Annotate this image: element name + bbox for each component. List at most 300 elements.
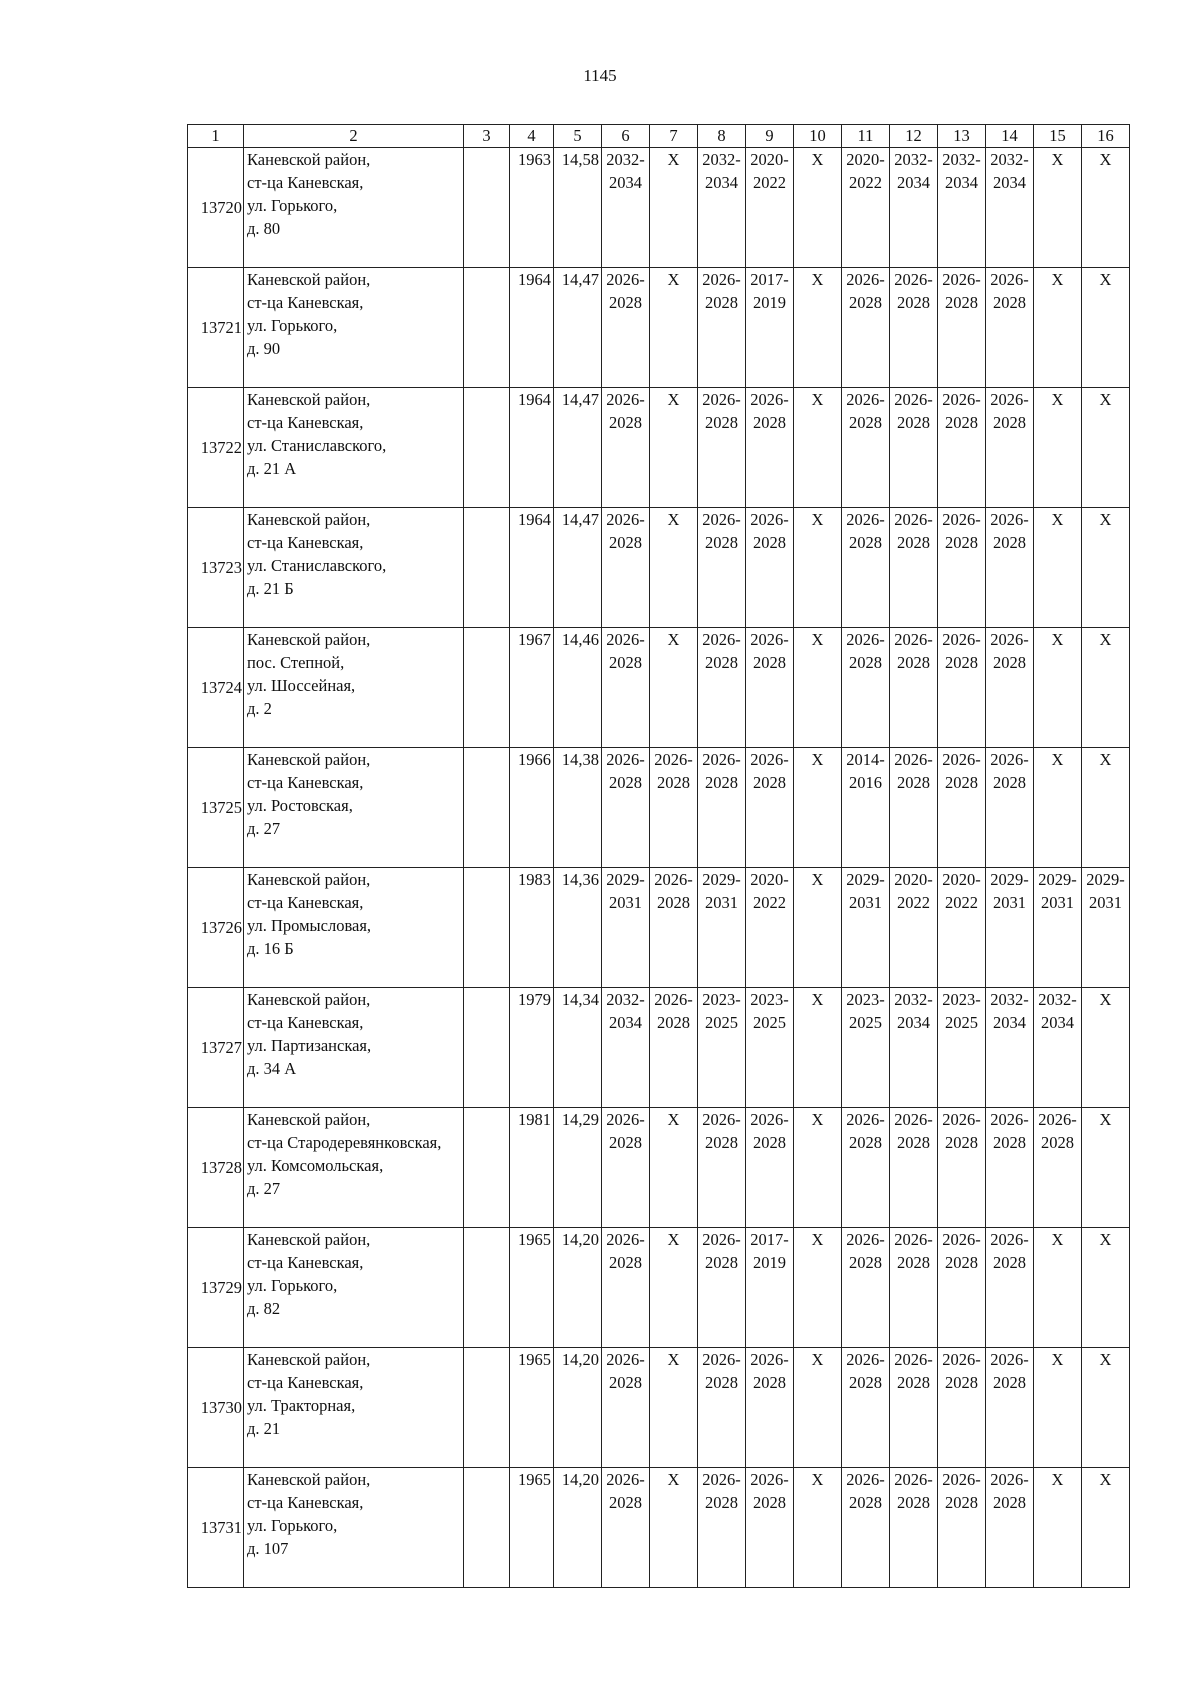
period-line: X <box>1051 390 1064 409</box>
period-line: 2028 <box>609 653 642 672</box>
row-number: 13721 <box>188 268 244 388</box>
row-number: 13730 <box>188 1348 244 1468</box>
period-line: 2028 <box>753 1133 786 1152</box>
period-line: X <box>667 270 680 289</box>
period-cell-6 <box>602 868 650 988</box>
period-cell-8 <box>698 1348 746 1468</box>
period-line: 2022 <box>753 173 786 192</box>
period-line: 2016 <box>849 773 882 792</box>
period-line: 2028 <box>849 653 882 672</box>
period-line: 2026- <box>942 510 981 529</box>
period-cell-6 <box>602 1468 650 1588</box>
period-line: 2026- <box>942 1470 981 1489</box>
address-line: д. 90 <box>247 339 281 358</box>
col-3-cell <box>464 508 510 628</box>
period-line: 2028 <box>849 1133 882 1152</box>
period-line: 2031 <box>1089 893 1122 912</box>
period-line: 2026- <box>846 1110 885 1129</box>
area-value-cell: 14,47 <box>554 508 602 628</box>
period-cell-12 <box>890 1348 938 1468</box>
period-line: 2028 <box>753 533 786 552</box>
period-cell-9 <box>746 988 794 1108</box>
period-cell-14 <box>986 148 1034 268</box>
period-cell-15 <box>1034 748 1082 868</box>
period-line: 2029- <box>702 870 741 889</box>
period-line: 2028 <box>705 1493 738 1512</box>
period-line: 2026- <box>654 990 693 1009</box>
period-cell-6 <box>602 508 650 628</box>
period-line: 2032- <box>1038 990 1077 1009</box>
column-header-9: 9 <box>746 125 794 148</box>
period-line: 2026- <box>990 1230 1029 1249</box>
period-line: 2026- <box>990 270 1029 289</box>
period-cell-16 <box>1082 868 1130 988</box>
period-line: 2026- <box>750 750 789 769</box>
period-cell-14 <box>986 1108 1034 1228</box>
period-line: 2028 <box>705 413 738 432</box>
period-cell-8 <box>698 628 746 748</box>
period-line: 2028 <box>609 1493 642 1512</box>
period-line: 2014- <box>846 750 885 769</box>
address-line: ст-ца Каневская, <box>247 893 364 912</box>
period-line: 2028 <box>705 653 738 672</box>
address-cell <box>244 1228 464 1348</box>
period-line: 2032- <box>990 150 1029 169</box>
period-line: 2028 <box>993 1133 1026 1152</box>
column-header-3: 3 <box>464 125 510 148</box>
period-cell-15 <box>1034 1348 1082 1468</box>
period-line: 2028 <box>945 1133 978 1152</box>
period-cell-16 <box>1082 748 1130 868</box>
period-line: 2022 <box>849 173 882 192</box>
period-line: 2026- <box>606 1350 645 1369</box>
period-line: 2026- <box>990 510 1029 529</box>
period-line: 2017- <box>750 1230 789 1249</box>
period-line: X <box>811 1470 824 1489</box>
period-line: X <box>1099 390 1112 409</box>
period-line: 2020- <box>942 870 981 889</box>
year-built-cell: 1965 <box>510 1468 554 1588</box>
address-line: ст-ца Каневская, <box>247 1493 364 1512</box>
period-line: 2026- <box>942 390 981 409</box>
period-line: 2026- <box>894 270 933 289</box>
period-line: 2022 <box>897 893 930 912</box>
address-line: д. 2 <box>247 699 272 718</box>
period-cell-11 <box>842 868 890 988</box>
period-line: 2029- <box>846 870 885 889</box>
period-line: 2022 <box>753 893 786 912</box>
period-cell-11 <box>842 148 890 268</box>
period-line: 2028 <box>849 533 882 552</box>
col-3-cell <box>464 388 510 508</box>
period-line: 2028 <box>945 533 978 552</box>
period-cell-13 <box>938 748 986 868</box>
period-line: X <box>811 630 824 649</box>
period-line: 2028 <box>897 1253 930 1272</box>
period-line: 2029- <box>606 870 645 889</box>
column-header-7: 7 <box>650 125 698 148</box>
row-number: 13728 <box>188 1108 244 1228</box>
period-cell-10 <box>794 1348 842 1468</box>
period-line: 2026- <box>702 750 741 769</box>
address-cell <box>244 508 464 628</box>
period-cell-7 <box>650 508 698 628</box>
period-line: 2032- <box>606 990 645 1009</box>
address-line: д. 107 <box>247 1539 289 1558</box>
period-cell-11 <box>842 1348 890 1468</box>
period-line: 2032- <box>990 990 1029 1009</box>
period-line: 2025 <box>849 1013 882 1032</box>
header-row <box>188 125 1130 148</box>
period-cell-14 <box>986 748 1034 868</box>
period-line: 2028 <box>945 293 978 312</box>
area-value-cell: 14,58 <box>554 148 602 268</box>
period-line: 2023- <box>846 990 885 1009</box>
year-built-cell: 1983 <box>510 868 554 988</box>
period-cell-13 <box>938 1228 986 1348</box>
period-line: 2028 <box>993 773 1026 792</box>
period-line: X <box>1051 150 1064 169</box>
period-line: 2026- <box>702 510 741 529</box>
period-cell-13 <box>938 508 986 628</box>
period-line: 2028 <box>897 293 930 312</box>
registry-table <box>187 124 1130 1588</box>
period-line: 2028 <box>849 1373 882 1392</box>
address-line: Каневской район, <box>247 1470 371 1489</box>
period-line: 2026- <box>894 1230 933 1249</box>
table-row <box>188 1348 1130 1468</box>
period-line: 2026- <box>750 1470 789 1489</box>
area-value-cell: 14,47 <box>554 388 602 508</box>
period-cell-15 <box>1034 1468 1082 1588</box>
address-line: д. 34 А <box>247 1059 297 1078</box>
row-number: 13725 <box>188 748 244 868</box>
period-line: 2028 <box>993 1373 1026 1392</box>
period-line: 2029- <box>990 870 1029 889</box>
period-cell-13 <box>938 268 986 388</box>
period-line: 2034 <box>609 173 642 192</box>
period-line: 2026- <box>990 1110 1029 1129</box>
period-cell-10 <box>794 1468 842 1588</box>
address-line: ул. Станиславского, <box>247 436 387 455</box>
period-line: 2028 <box>897 653 930 672</box>
col-3-cell <box>464 1468 510 1588</box>
period-cell-9 <box>746 1468 794 1588</box>
period-line: 2031 <box>849 893 882 912</box>
period-line: 2028 <box>849 1493 882 1512</box>
address-line: д. 21 Б <box>247 579 294 598</box>
period-cell-13 <box>938 628 986 748</box>
period-cell-13 <box>938 1348 986 1468</box>
area-value-cell: 14,20 <box>554 1468 602 1588</box>
period-line: 2022 <box>945 893 978 912</box>
period-cell-15 <box>1034 148 1082 268</box>
period-cell-12 <box>890 508 938 628</box>
table-body <box>188 125 1130 1588</box>
period-line: X <box>1051 270 1064 289</box>
period-line: 2026- <box>894 1350 933 1369</box>
period-line: 2026- <box>942 630 981 649</box>
period-cell-16 <box>1082 988 1130 1108</box>
area-value-cell: 14,20 <box>554 1228 602 1348</box>
period-line: 2019 <box>753 293 786 312</box>
period-cell-14 <box>986 1468 1034 1588</box>
period-line: X <box>1099 630 1112 649</box>
period-line: 2028 <box>609 1253 642 1272</box>
area-value-cell: 14,38 <box>554 748 602 868</box>
area-value-cell: 14,29 <box>554 1108 602 1228</box>
period-line: 2032- <box>894 150 933 169</box>
period-line: 2032- <box>942 150 981 169</box>
period-line: 2026- <box>894 630 933 649</box>
table-row <box>188 388 1130 508</box>
period-line: 2026- <box>750 1110 789 1129</box>
period-line: X <box>811 990 824 1009</box>
table-row <box>188 868 1130 988</box>
column-header-2: 2 <box>244 125 464 148</box>
period-cell-10 <box>794 1108 842 1228</box>
address-line: ул. Шоссейная, <box>247 676 356 695</box>
period-cell-11 <box>842 268 890 388</box>
column-header-1: 1 <box>188 125 244 148</box>
period-cell-8 <box>698 148 746 268</box>
col-3-cell <box>464 748 510 868</box>
period-line: 2028 <box>849 413 882 432</box>
period-line: 2028 <box>609 773 642 792</box>
area-value-cell: 14,36 <box>554 868 602 988</box>
period-line: 2026- <box>702 390 741 409</box>
col-3-cell <box>464 988 510 1108</box>
period-cell-10 <box>794 268 842 388</box>
period-line: 2026- <box>606 1230 645 1249</box>
address-line: ст-ца Каневская, <box>247 1253 364 1272</box>
period-line: 2028 <box>705 1253 738 1272</box>
period-line: 2026- <box>990 1470 1029 1489</box>
period-line: 2028 <box>945 1253 978 1272</box>
period-line: X <box>1051 510 1064 529</box>
period-line: 2028 <box>993 413 1026 432</box>
period-cell-9 <box>746 268 794 388</box>
period-line: 2026- <box>942 1350 981 1369</box>
period-cell-15 <box>1034 868 1082 988</box>
period-line: X <box>1099 510 1112 529</box>
address-line: пос. Степной, <box>247 653 345 672</box>
period-line: 2028 <box>993 1253 1026 1272</box>
period-cell-16 <box>1082 1348 1130 1468</box>
period-line: 2026- <box>654 870 693 889</box>
period-cell-12 <box>890 388 938 508</box>
period-line: X <box>811 870 824 889</box>
period-cell-13 <box>938 1468 986 1588</box>
table-row <box>188 748 1130 868</box>
period-line: X <box>1099 270 1112 289</box>
table-row <box>188 268 1130 388</box>
year-built-cell: 1966 <box>510 748 554 868</box>
period-line: 2026- <box>606 390 645 409</box>
period-cell-12 <box>890 868 938 988</box>
address-line: ст-ца Каневская, <box>247 1013 364 1032</box>
address-line: д. 27 <box>247 1179 281 1198</box>
column-header-5: 5 <box>554 125 602 148</box>
period-line: 2028 <box>657 1013 690 1032</box>
period-line: 2026- <box>894 510 933 529</box>
period-line: 2028 <box>945 1493 978 1512</box>
period-line: X <box>1099 1230 1112 1249</box>
period-line: 2026- <box>846 390 885 409</box>
period-line: 2028 <box>993 653 1026 672</box>
period-cell-9 <box>746 868 794 988</box>
period-line: 2028 <box>849 1253 882 1272</box>
period-line: 2031 <box>1041 893 1074 912</box>
year-built-cell: 1979 <box>510 988 554 1108</box>
period-cell-8 <box>698 1228 746 1348</box>
period-cell-9 <box>746 628 794 748</box>
column-header-4: 4 <box>510 125 554 148</box>
period-cell-16 <box>1082 1228 1130 1348</box>
address-line: ст-ца Каневская, <box>247 773 364 792</box>
period-cell-16 <box>1082 148 1130 268</box>
period-line: 2028 <box>897 1373 930 1392</box>
address-line: Каневской район, <box>247 750 371 769</box>
period-line: 2026- <box>990 390 1029 409</box>
period-line: X <box>667 630 680 649</box>
address-line: Каневской район, <box>247 1110 371 1129</box>
period-cell-7 <box>650 1468 698 1588</box>
period-line: 2028 <box>753 413 786 432</box>
period-line: 2028 <box>705 533 738 552</box>
period-line: 2026- <box>846 1350 885 1369</box>
row-number: 13723 <box>188 508 244 628</box>
address-line: ст-ца Каневская, <box>247 1373 364 1392</box>
period-line: 2028 <box>945 653 978 672</box>
period-line: 2028 <box>993 1493 1026 1512</box>
period-line: 2034 <box>1041 1013 1074 1032</box>
period-line: 2028 <box>753 653 786 672</box>
period-cell-6 <box>602 988 650 1108</box>
column-header-8: 8 <box>698 125 746 148</box>
row-number: 13726 <box>188 868 244 988</box>
address-line: д. 21 <box>247 1419 281 1438</box>
period-line: 2034 <box>705 173 738 192</box>
period-line: 2025 <box>945 1013 978 1032</box>
period-line: 2028 <box>897 1133 930 1152</box>
period-cell-11 <box>842 388 890 508</box>
period-line: 2028 <box>945 1373 978 1392</box>
period-line: X <box>1051 750 1064 769</box>
period-cell-10 <box>794 1228 842 1348</box>
address-line: ул. Партизанская, <box>247 1036 372 1055</box>
address-line: ул. Горького, <box>247 316 338 335</box>
period-line: 2028 <box>609 533 642 552</box>
period-line: X <box>811 150 824 169</box>
col-3-cell <box>464 1348 510 1468</box>
period-line: 2029- <box>1038 870 1077 889</box>
period-line: 2028 <box>753 1493 786 1512</box>
period-line: 2025 <box>705 1013 738 1032</box>
area-value-cell: 14,20 <box>554 1348 602 1468</box>
period-cell-12 <box>890 268 938 388</box>
period-line: 2025 <box>753 1013 786 1032</box>
address-cell <box>244 148 464 268</box>
period-line: X <box>811 1110 824 1129</box>
table-row <box>188 1108 1130 1228</box>
period-line: 2028 <box>609 413 642 432</box>
year-built-cell: 1964 <box>510 268 554 388</box>
address-line: д. 21 А <box>247 459 297 478</box>
table-row <box>188 628 1130 748</box>
area-value-cell: 14,34 <box>554 988 602 1108</box>
period-line: 2026- <box>846 630 885 649</box>
period-line: 2026- <box>750 390 789 409</box>
address-line: д. 82 <box>247 1299 281 1318</box>
period-line: 2026- <box>894 1470 933 1489</box>
address-line: Каневской район, <box>247 630 371 649</box>
period-line: X <box>667 150 680 169</box>
period-cell-13 <box>938 148 986 268</box>
address-line: ул. Горького, <box>247 196 338 215</box>
period-line: 2026- <box>702 1110 741 1129</box>
period-line: 2026- <box>894 750 933 769</box>
period-cell-12 <box>890 1108 938 1228</box>
address-cell <box>244 388 464 508</box>
address-line: д. 27 <box>247 819 281 838</box>
period-cell-14 <box>986 1348 1034 1468</box>
period-line: 2026- <box>702 630 741 649</box>
table-row <box>188 508 1130 628</box>
period-cell-11 <box>842 1228 890 1348</box>
period-line: 2034 <box>993 173 1026 192</box>
period-line: 2026- <box>990 750 1029 769</box>
period-line: 2026- <box>990 1350 1029 1369</box>
table-row <box>188 1468 1130 1588</box>
address-line: ст-ца Каневская, <box>247 293 364 312</box>
period-cell-13 <box>938 388 986 508</box>
address-line: ст-ца Стародеревянковская, <box>247 1133 442 1152</box>
period-cell-7 <box>650 388 698 508</box>
period-cell-10 <box>794 868 842 988</box>
period-line: 2028 <box>705 773 738 792</box>
period-cell-8 <box>698 1108 746 1228</box>
period-cell-8 <box>698 868 746 988</box>
period-cell-14 <box>986 628 1034 748</box>
col-3-cell <box>464 268 510 388</box>
year-built-cell: 1963 <box>510 148 554 268</box>
period-cell-10 <box>794 148 842 268</box>
period-line: 2026- <box>606 1470 645 1489</box>
period-line: 2026- <box>942 1230 981 1249</box>
period-cell-15 <box>1034 1108 1082 1228</box>
period-line: 2026- <box>606 630 645 649</box>
period-cell-6 <box>602 628 650 748</box>
col-3-cell <box>464 628 510 748</box>
period-line: 2026- <box>846 1230 885 1249</box>
period-cell-6 <box>602 1228 650 1348</box>
period-line: X <box>1099 1470 1112 1489</box>
address-cell <box>244 1348 464 1468</box>
period-line: X <box>1099 750 1112 769</box>
address-cell <box>244 268 464 388</box>
period-cell-9 <box>746 1348 794 1468</box>
period-cell-9 <box>746 1108 794 1228</box>
address-cell <box>244 628 464 748</box>
period-line: X <box>811 390 824 409</box>
period-line: 2034 <box>897 173 930 192</box>
row-number: 13722 <box>188 388 244 508</box>
period-line: 2020- <box>750 870 789 889</box>
period-line: 2028 <box>897 413 930 432</box>
period-line: 2026- <box>750 510 789 529</box>
address-line: ул. Горького, <box>247 1516 338 1535</box>
